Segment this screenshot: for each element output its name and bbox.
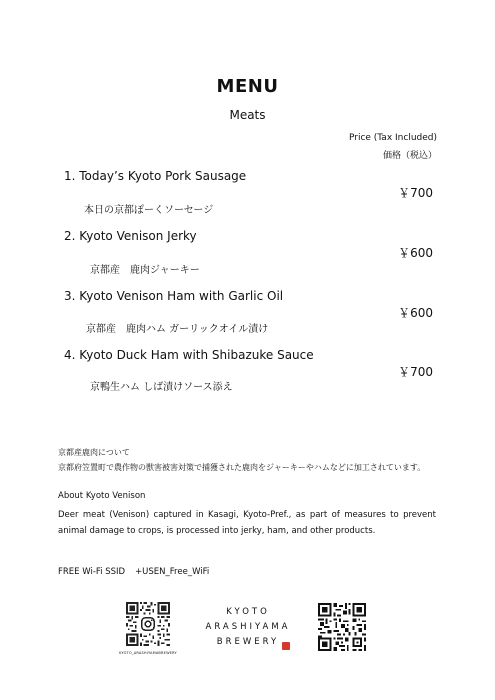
price-header-en: Price (Tax Included): [348, 133, 437, 143]
menu-item-name-ja: 本日の京都ぽーくソーセージ: [84, 205, 214, 216]
menu-item-price: ￥600: [398, 306, 433, 320]
about-title-ja: 京都産鹿肉について: [58, 448, 130, 457]
brewery-logo: [200, 605, 296, 650]
menu-item-price: ￥700: [398, 365, 433, 379]
menu-item-name-ja: 京都産 鹿肉ジャーキー: [90, 265, 200, 276]
menu-item-name-ja: 京都産 鹿肉ハム ガーリックオイル漬け: [86, 324, 269, 335]
menu-item-name: 1. Today’s Kyoto Pork Sausage: [64, 169, 247, 183]
qr-code-icon: [318, 603, 362, 647]
section-title: Meats: [229, 108, 266, 122]
logo-line-brewery: BREWERY: [216, 637, 280, 647]
logo-line-kyoto: KYOTO: [226, 607, 270, 617]
about-title-en: About Kyoto Venison: [58, 491, 146, 501]
price-header-ja: 価格（税込）: [382, 151, 437, 161]
wifi-label: FREE Wi-Fi SSID: [58, 567, 126, 577]
menu-item-name: 3. Kyoto Venison Ham with Garlic Oil: [64, 289, 284, 303]
about-body-ja: 京都府笠置町で農作物の獣害被害対策で捕獲された鹿肉をジャーキーやハムなどに加工されています。: [58, 463, 426, 472]
menu-item-name: 4. Kyoto Duck Ham with Shibazuke Sauce: [64, 348, 314, 362]
menu-item-name: 2. Kyoto Venison Jerky: [64, 229, 197, 243]
menu-item-price: ￥700: [398, 186, 433, 200]
menu-title: MENU: [216, 76, 279, 97]
menu-item-name-ja: 京鴨生ハム しば漬けソース添え: [90, 382, 233, 393]
instagram-qr-code-icon: [126, 602, 170, 646]
wifi-ssid: +USEN_Free_WiFi: [135, 567, 210, 577]
about-body-en: Deer meat (Venison) captured in Kasagi, Kyoto-Pref., as part of measures to prevent animal damage to crops, is processed into jerky, ham, and other products.: [58, 510, 436, 536]
menu-item-price: ￥600: [398, 246, 433, 260]
logo-stamp-icon: [282, 642, 290, 650]
logo-line-arashiyama: ARASHIYAMA: [205, 622, 291, 632]
qr-caption: KYOTO_ARASHIYAMABREWERY: [119, 651, 177, 655]
wifi-info: [58, 567, 209, 577]
